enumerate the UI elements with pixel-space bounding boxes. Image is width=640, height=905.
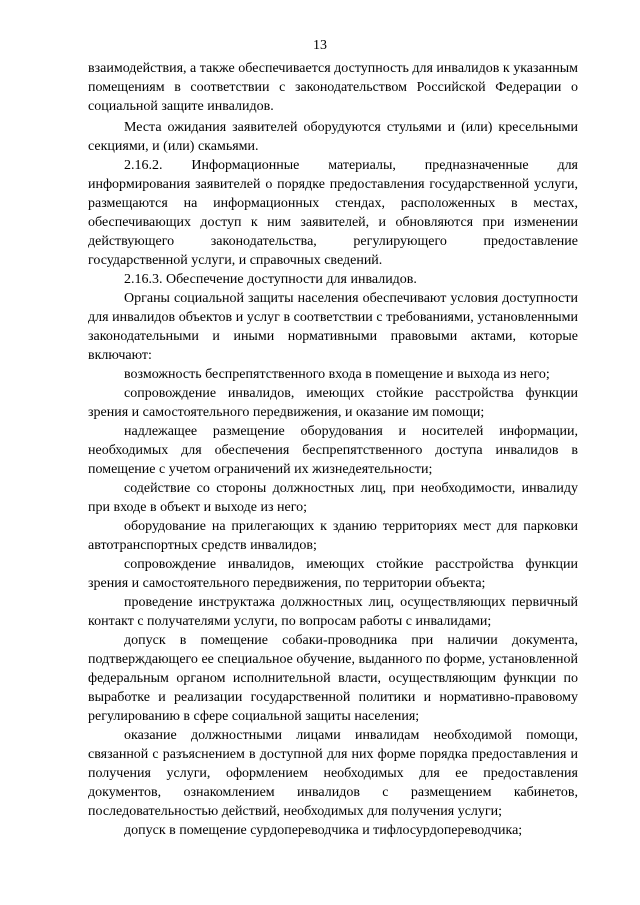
paragraph: возможность беспрепятственного входа в помещение и выхода из него;	[124, 367, 550, 382]
page-number: 13	[313, 38, 327, 53]
paragraph: Места ожидания заявителей оборудуются стульями и (или) кресельными секциями, и (или) скамьями.	[88, 120, 578, 154]
paragraph: 2.16.2. Информационные материалы, предназначенные для информирования заявителей о порядке предоставления государственной услуги, размещаются на информационных стендах, расположенных в местах, обеспечивающих доступ к ним заявителей, и обновляются при изменении действующего законодательства, регулирующего предоставление государственной услуги, и справочных сведений.	[88, 158, 578, 268]
paragraph: проведение инструктажа должностных лиц, осуществляющих первичный контакт с получателями услуги, по вопросам работы с инвалидами;	[88, 595, 578, 629]
paragraph: Органы социальной защиты населения обеспечивают условия доступности для инвалидов объектов и услуг в соответствии с требованиями, установленными законодательными и иными нормативными правовыми актами, которые включают:	[88, 291, 578, 363]
paragraph: допуск в помещение собаки-проводника при наличии документа, подтверждающего ее специальное обучение, выданного по форме, установленной федеральным органом исполнительной власти, осуществляющим функции по выработке и реализации государственной политики и нормативно-правовому регулированию в сфере социальной защиты населения;	[88, 633, 578, 724]
document-body	[88, 59, 578, 840]
paragraph: надлежащее размещение оборудования и носителей информации, необходимых для обеспечения беспрепятственного доступа инвалидов в помещение с учетом ограничений их жизнедеятельности;	[88, 424, 578, 477]
paragraph: сопровождение инвалидов, имеющих стойкие расстройства функции зрения и самостоятельного передвижения, по территории объекта;	[88, 557, 578, 591]
paragraph: оборудование на прилегающих к зданию территориях мест для парковки автотранспортных средств инвалидов;	[88, 519, 578, 553]
paragraph: взаимодействия, а также обеспечивается доступность для инвалидов к указанным помещениям в соответствии с законодательством Российской Федерации о социальной защите инвалидов.	[88, 61, 578, 114]
paragraph: оказание должностными лицами инвалидам необходимой помощи, связанной с разъяснением в доступной для них форме порядка предоставления и получения услуги, оформлением необходимых для ее предоставления документов, ознакомлением инвалидов с размещением кабинетов, последовательностью действий, необходимых для получения услуги;	[88, 728, 578, 819]
paragraph: содействие со стороны должностных лиц, при необходимости, инвалиду при входе в объект и выходе из него;	[88, 481, 578, 515]
paragraph: сопровождение инвалидов, имеющих стойкие расстройства функции зрения и самостоятельного передвижения, и оказание им помощи;	[88, 386, 578, 420]
paragraph: 2.16.3. Обеспечение доступности для инвалидов.	[124, 272, 417, 287]
paragraph: допуск в помещение сурдопереводчика и тифлосурдопереводчика;	[124, 823, 523, 838]
